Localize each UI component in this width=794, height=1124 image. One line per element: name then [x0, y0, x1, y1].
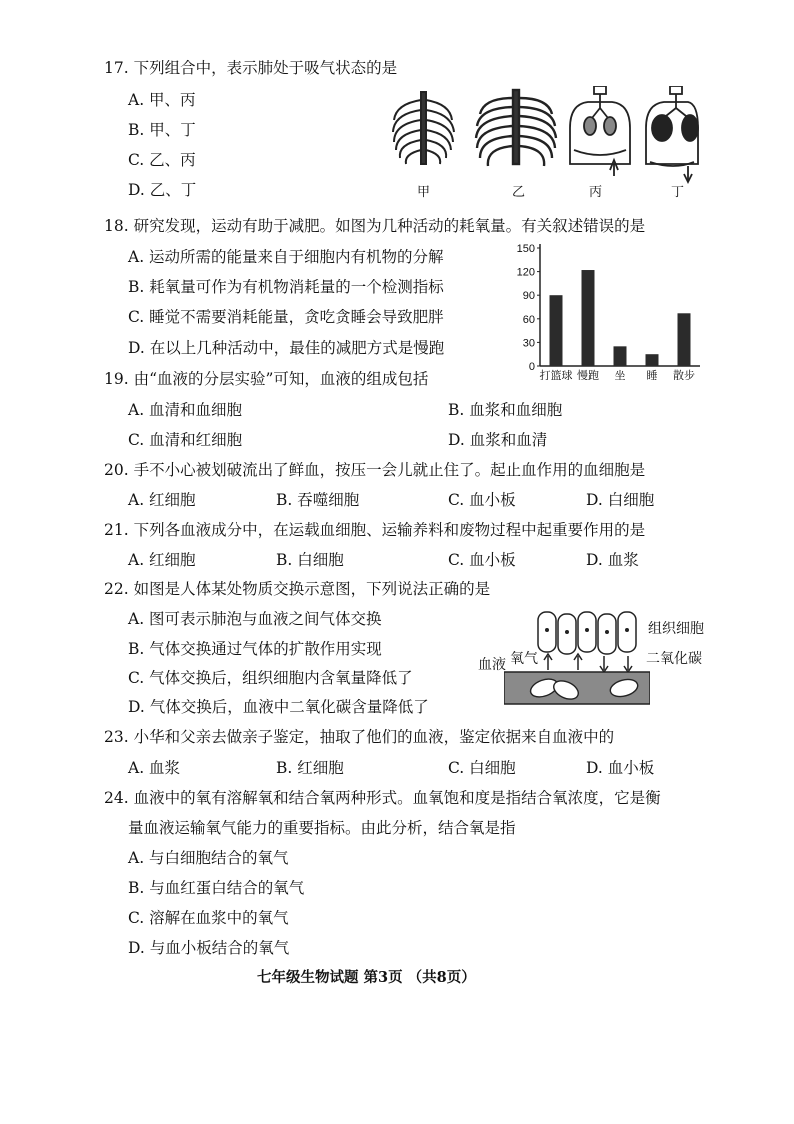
x-tick-label: 慢跑: [577, 369, 599, 380]
label-yi: 乙: [512, 185, 526, 200]
q20-option-d: D. 白细胞: [586, 491, 655, 509]
y-tick-label: 90: [522, 290, 535, 303]
q20-option-c: C. 血小板: [448, 491, 516, 509]
bell-jar-ding-illustration: [646, 86, 698, 182]
q24-option-b: B. 与血红蛋白结合的氧气: [128, 879, 305, 897]
label-bing: 丙: [589, 185, 603, 200]
q23-option-b: B. 红细胞: [276, 759, 344, 777]
page-footer: 七年级生物试题 第3页 （共8页）: [257, 969, 476, 986]
question-18-stem: 18. 研究发现，运动有助于减肥。如图为几种活动的耗氧量。有关叙述错误的是: [104, 217, 646, 235]
q18-option-a: A. 运动所需的能量来自于细胞内有机物的分解: [128, 248, 444, 266]
oxygen-consumption-bar-chart: [508, 240, 708, 380]
x-tick-label: 散步: [673, 369, 695, 380]
q24-option-d: D. 与血小板结合的氧气: [128, 939, 290, 957]
bar: [678, 313, 691, 366]
q19-option-d: D. 血浆和血清: [448, 431, 548, 449]
question-23-stem: 23. 小华和父亲去做亲子鉴定，抽取了他们的血液，鉴定依据来自血液中的: [104, 728, 615, 746]
y-tick-label: 60: [522, 313, 535, 326]
q22-option-b: B. 气体交换通过气体的扩散作用实现: [128, 640, 382, 658]
q24-option-c: C. 溶解在血浆中的氧气: [128, 909, 289, 927]
q23-option-a: A. 血浆: [128, 759, 181, 777]
label-jia: 甲: [417, 185, 431, 200]
label-oxygen: 氧气: [510, 651, 538, 667]
y-tick-label: 30: [522, 337, 535, 350]
bar: [582, 270, 595, 366]
q17-option-d: D. 乙、丁: [128, 181, 197, 199]
q21-option-c: C. 血小板: [448, 551, 516, 569]
q17-lung-figure: [388, 86, 700, 198]
question-22-stem: 22. 如图是人体某处物质交换示意图，下列说法正确的是: [104, 580, 491, 598]
question-21-stem: 21. 下列各血液成分中，在运载血细胞、运输养料和废物过程中起重要作用的是: [104, 521, 646, 539]
q23-option-d: D. 血小板: [586, 759, 655, 777]
q17-option-c: C. 乙、丙: [128, 151, 196, 169]
y-tick-label: 150: [516, 243, 535, 255]
question-24-stem-line2: 量血液运输氧气能力的重要指标。由此分析，结合氧是指: [128, 819, 516, 837]
q18-option-c: C. 睡觉不需要消耗能量，贪吃贪睡会导致肥胖: [128, 308, 444, 326]
x-tick-label: 坐: [614, 369, 626, 380]
q21-option-d: D. 血浆: [586, 551, 639, 569]
ribcage-yi-illustration: [476, 90, 556, 166]
q22-option-c: C. 气体交换后，组织细胞内含氧量降低了: [128, 669, 413, 687]
label-ding: 丁: [671, 185, 685, 200]
bar: [614, 346, 627, 366]
q22-option-a: A. 图可表示肺泡与血液之间气体交换: [128, 610, 382, 628]
q20-option-a: A. 红细胞: [128, 491, 196, 509]
question-19-stem: 19. 由“血液的分层实验”可知，血液的组成包括: [104, 370, 429, 388]
label-carbon-dioxide: 二氧化碳: [646, 651, 702, 667]
q18-option-d: D. 在以上几种活动中，最佳的减肥方式是慢跑: [128, 339, 445, 357]
bar: [550, 295, 563, 366]
q22-option-d: D. 气体交换后，血液中二氧化碳含量降低了: [128, 698, 429, 716]
x-tick-label: 睡: [646, 369, 658, 380]
y-tick-label: 120: [516, 266, 535, 279]
q17-option-b: B. 甲、丁: [128, 121, 196, 139]
bar: [646, 354, 659, 366]
q23-option-c: C. 白细胞: [448, 759, 516, 777]
q19-option-c: C. 血清和红细胞: [128, 431, 243, 449]
q21-option-b: B. 白细胞: [276, 551, 344, 569]
q24-option-a: A. 与白细胞结合的氧气: [128, 849, 289, 867]
question-20-stem: 20. 手不小心被划破流出了鲜血，按压一会儿就止住了。起止血作用的血细胞是: [104, 461, 646, 479]
q20-option-b: B. 吞噬细胞: [276, 491, 360, 509]
y-tick-label: 0: [528, 361, 535, 373]
q18-option-b: B. 耗氧量可作为有机物消耗量的一个检测指标: [128, 278, 444, 296]
question-24-stem-line1: 24. 血液中的氧有溶解氧和结合氧两种形式。血氧饱和度是指结合氧浓度，它是衡: [104, 789, 661, 807]
question-17-stem: 17. 下列组合中，表示肺处于吸气状态的是: [104, 59, 398, 77]
x-tick-label: 打篮球: [539, 369, 573, 380]
q19-option-b: B. 血浆和血细胞: [448, 401, 563, 419]
bell-jar-bing-illustration: [570, 86, 630, 176]
q19-option-a: A. 血清和血细胞: [128, 401, 243, 419]
label-blood: 血液: [478, 657, 506, 673]
ribcage-jia-illustration: [393, 92, 454, 164]
q21-option-a: A. 红细胞: [128, 551, 196, 569]
q17-option-a: A. 甲、丙: [128, 91, 196, 109]
label-tissue-cells: 组织细胞: [648, 621, 704, 637]
